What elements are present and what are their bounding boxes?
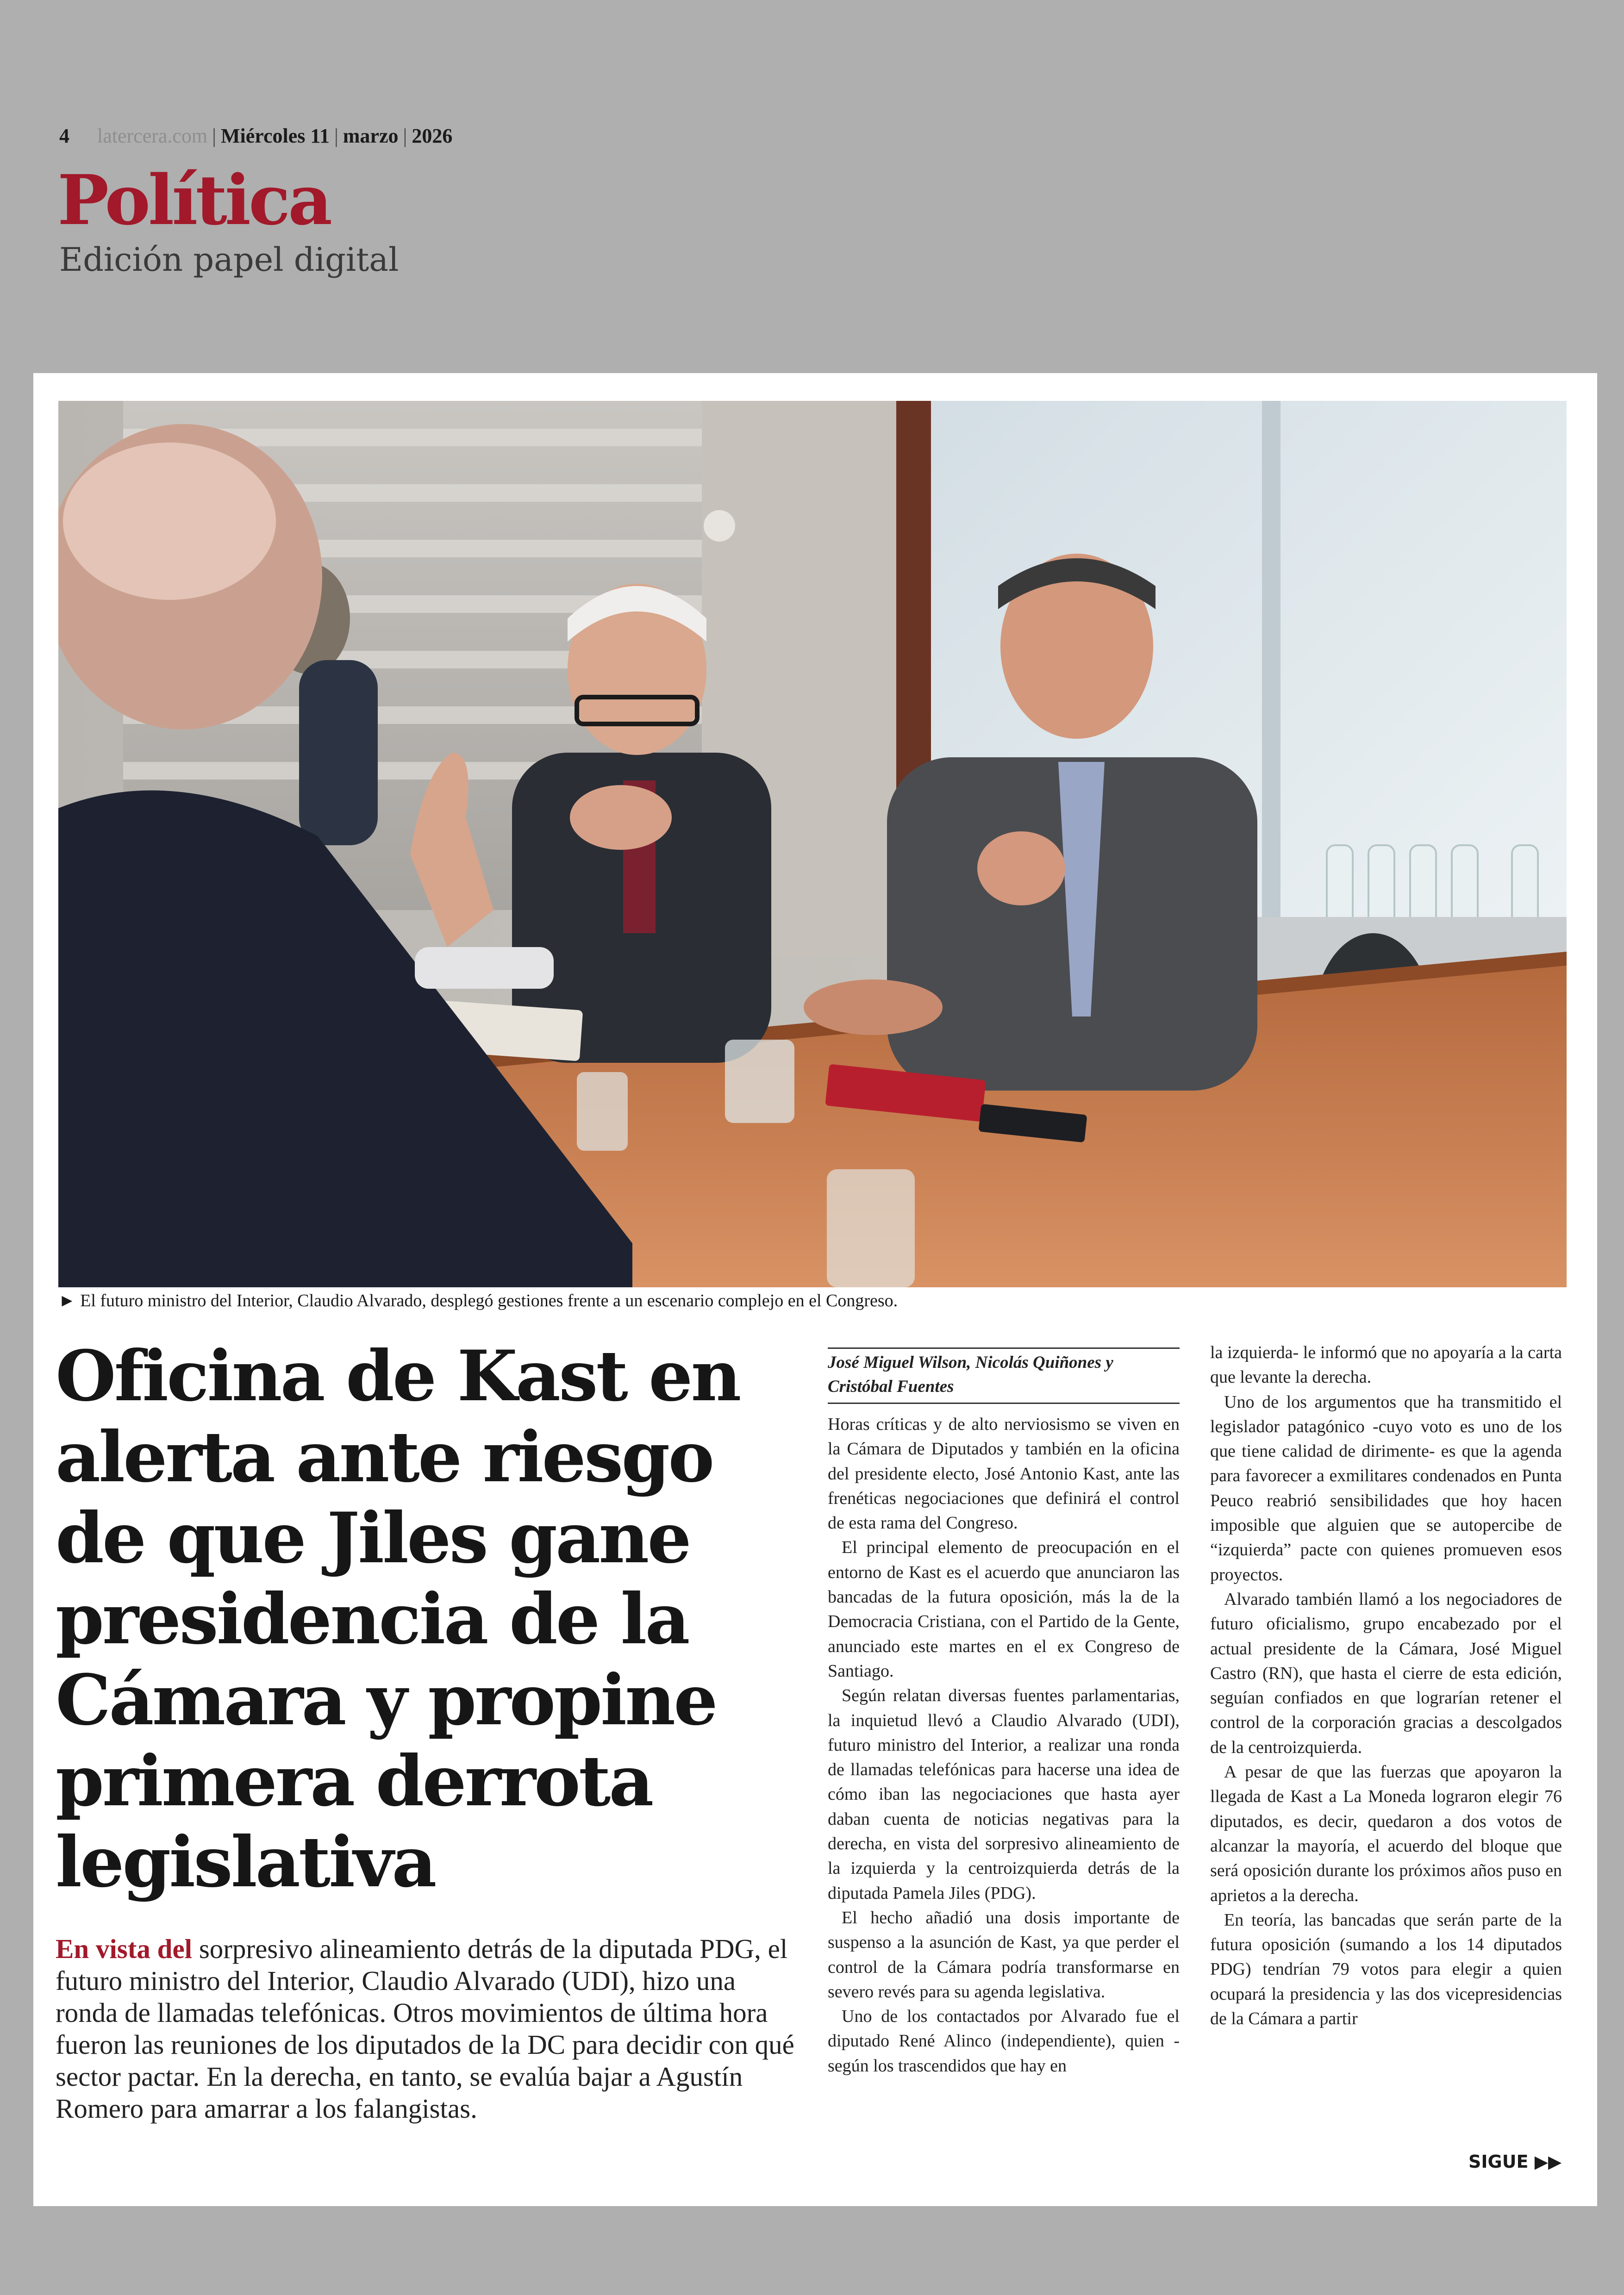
- paragraph: Según relatan diversas fuentes parlamentarias, la inquietud llevó a Claudio Alvarado (UDI), futuro ministro del Interior, a realizar una ronda de llamadas telefónicas para hacerse una idea de cómo iban las negociaciones que hasta ayer daban cuenta de noticias negativas para la derecha, en vista del sorpresivo alineamiento de la izquierda y la centroizquierda detrás de la diputada Pamela Jiles (PDG).: [828, 1686, 1180, 1903]
- section-title: Política: [57, 160, 331, 240]
- article-photo: [58, 401, 1567, 1287]
- separator: |: [212, 125, 216, 147]
- paragraph: En teoría, las bancadas que serán parte de la futura oposición (sumando a los 14 diputados PDG) tendrían 79 votos para elegir a quien ocupará la presidencia y las dos vicepresidencias de la Cámara a partir: [1210, 1910, 1562, 2029]
- separator: |: [334, 125, 338, 147]
- date-year: 2026: [412, 125, 453, 147]
- lede-text: sorpresivo alineamiento detrás de la diputada PDG, el futuro ministro del Interior, Claudio Alvarado (UDI), hizo una ronda de llamadas telefónicas. Otros movimientos de última hora fueron las reuniones de los diputados de la DC para decidir con qué sector pactar. En la derecha, en tanto, se evalúa bajar a Agustín Romero para amarrar a los falangistas.: [56, 1933, 794, 2124]
- continue-marker: SIGUE ▶▶: [1468, 2152, 1562, 2172]
- lede-kicker: En vista del: [56, 1933, 193, 1964]
- paragraph: Alvarado también llamó a los negociadores de futuro oficialismo, grupo encabezado por el actual presidente de la Cámara, José Miguel Castro (RN), que hasta el cierre de esta edición, seguían confiados en que lograrían retener el control de la corporación gracias a descolgados de la centroizquierda.: [1210, 1589, 1562, 1757]
- paragraph: Uno de los argumentos que ha transmitido el legislador patagónico -cuyo voto es uno de los que tiene calidad de dirimente- es que la agenda para favorecer a exmilitares condenados en Punta Peuco reabrió sensibilidades que hoy hacen imposible que alguien que se autopercibe de “izquierda” pacte con quienes promueven esos proyectos.: [1210, 1392, 1562, 1584]
- section-subtitle: Edición papel digital: [59, 241, 399, 279]
- date-weekday-day: Miércoles 11: [220, 125, 330, 147]
- byline: José Miguel Wilson, Nicolás Quiñones y Cristóbal Fuentes: [828, 1347, 1180, 1404]
- headline: Oficina de Kast en alerta ante riesgo de que Jiles gane presidencia de la Cámara y propine primera derrota legislativa: [56, 1335, 740, 1903]
- paragraph: A pesar de que las fuerzas que apoyaron la llegada de Kast a La Moneda lograron elegir 76 diputados, es decir, quedaron a dos votos de alcanzar la mayoría, el acuerdo del bloque que será oposición durante los próximos años puso en aprietos a la derecha.: [1210, 1762, 1562, 1905]
- paragraph: la izquierda- le informó que no apoyaría a la carta que levante la derecha.: [1210, 1343, 1562, 1387]
- site-name: latercera.com: [97, 125, 208, 147]
- paragraph: El principal elemento de preocupación en el entorno de Kast es el acuerdo que anunciaron las bancadas de la futura oposición, más la de la Democracia Cristiana, con el Partido de la Gente, anunciado este martes en el ex Congreso de Santiago.: [828, 1538, 1180, 1681]
- paragraph: Horas críticas y de alto nerviosismo se viven en la Cámara de Diputados y también en la oficina del presidente electo, José Antonio Kast, ante las frenéticas negociaciones que definirá el control de esta rama del Congreso.: [828, 1415, 1180, 1533]
- date-month: marzo: [343, 125, 399, 147]
- lede: [56, 1933, 796, 2125]
- page-number: 4: [59, 125, 69, 147]
- page-sheet: [33, 373, 1597, 2206]
- body-column-1: [828, 1412, 1180, 2078]
- photo-caption: ► El futuro ministro del Interior, Claudio Alvarado, desplegó gestiones frente a un escenario complejo en el Congreso.: [58, 1291, 898, 1310]
- separator: |: [403, 125, 407, 147]
- paragraph: El hecho añadió una dosis importante de suspenso a la asunción de Kast, ya que perder el control de la Cámara podría transformarse en severo revés para su agenda legislativa.: [828, 1908, 1180, 2002]
- body-column-2: [1210, 1341, 1562, 2031]
- paragraph: Uno de los contactados por Alvarado fue el diputado René Alinco (independiente), quien -según los trascendidos que hay en: [828, 2007, 1180, 2076]
- masthead-row: [59, 124, 452, 148]
